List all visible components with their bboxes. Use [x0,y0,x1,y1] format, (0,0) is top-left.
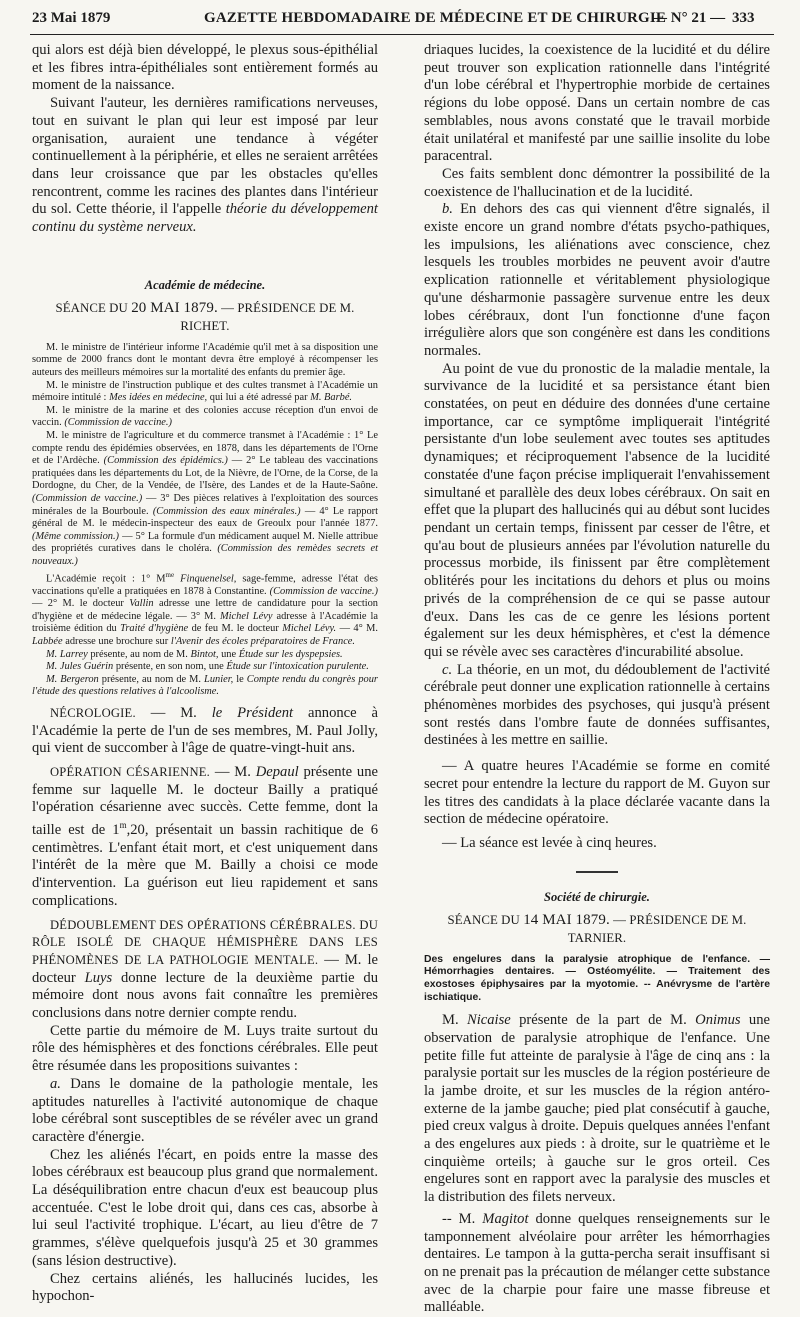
paragraph: Ces faits semblent donc démontrer la possibilité de la coexistence de l'hallucination et de la lucidité. [424,165,770,200]
left-column [32,42,378,1306]
paragraph: Chez certains aliénés, les hallucinés lucides, les hypochon- [32,1270,378,1305]
paragraph: — A quatre heures l'Académie se forme en comité secret pour entendre la lecture du rapport de M. Guyon sur les titres des candidats à la place déclarée vacante dans la section de médecine opératoire. [424,758,770,828]
paragraph: b. En dehors des cas qui viennent d'être signalés, il existe encore un grand nombre d'états psycho-pathiques, les impulsions, les aliénations avec conscience, chez lesquels les troubles morbides ne peuvent avoir d'autre explication rationnelle et véritablement physiologique qu'une désharmonie passagère survenue entre les deux lobes cérébraux, dont l'un fonctionne d'une façon irrégulière alors que son congénère est dans les conditions normales. [424,201,770,359]
paragraph: Au point de vue du pronostic de la maladie mentale, la survivance de la lucidité et sa persistance étant bien constatées, on peut en déduire des données d'une certaine importance, car ce symptôme impliquerait l'intégrité persistante d'un lobe seulement avec toutes ses aptitudes dynamiques; et réciproquement l'absence de la lucidité constatée d'une façon précise impliquerait l'envahissement simultané et parallèle des deux lobes cérébraux. On sait en effet que la plupart des hallucinés qui au début sont lucides pendant un certain temps, finissent par cesser de l'être, et qu'au bout de plusieurs années par l'évolution naturelle du processus morbide, ils finissent par être complètement oblitérés pour les incitations du dehors et plus ou moins privés de la compréhension de ce qui se passe autour d'eux. Dans les cas de ce genre les lésions portent également sur les deux hémisphères, et c'est la démence qui se révèle avec ses caractères d'incurabilité absolue. [424,360,770,660]
paragraph: driaques lucides, la coexistence de la lucidité et du délire peut trouver son explication rationnelle dans l'intégrité d'un lobe cérébral et l'hypertrophie morbide de certaines régions du lobe opposé. Dans un certain nombre de cas semblables, nous avons constaté que le travail morbide était unilatéral et manifesté par une saillie insolite du lobe paracentral. [424,42,770,165]
paragraph: Cette partie du mémoire de M. Luys traite surtout du rôle des hémisphères et des fonctions cérébrales. Elle peut être résumée dans les propositions suivantes : [32,1022,378,1075]
correspondence-item: M. le ministre de l'instruction publique et des cultes transmet à l'Académie un mémoire intitulé : Mes idées en médecine, qui lui a été adressé par M. Barbé. [32,379,378,404]
session-summary: Des engelures dans la paralysie atrophique de l'enfance. — Hémorrhagies dentaires. — Ostéomyélite. — Traitement des exostoses épiphysaires par la myotomie. -- Anévrysme de l'artère ischiatique. [424,953,770,1003]
correspondence-item: M. Larrey présente, au nom de M. Bintot, une Étude sur les dyspepsies. [46,648,343,660]
section-title-society: Société de chirurgie. [544,889,650,904]
paragraph-necrology: NÉCROLOGIE. — M. le Président annonce à l'Académie la perte de l'un de ses membres, M. Paul Jolly, qui vient de succomber à l'âge de quatre-vingt-huit ans. [32,704,379,757]
header-rule [30,34,774,35]
header-date: 23 Mai 1879 [32,10,111,26]
seance-heading: SÉANCE DU 14 MAI 1879. — PRÉSIDENCE DE M. TARNIER. [447,912,747,946]
seance-heading: SÉANCE DU 20 MAI 1879. — PRÉSIDENCE DE M. RICHET. [55,300,355,334]
correspondence-item: M. le ministre de l'agriculture et du commerce transmet à l'Académie : 1° Le compte rendu des épidémies observées, en 1878, dans les départements de l'Orne et de l'Ardèche. (Commission des épidémics.) — 2° Le tableau des vaccinations pratiquées dans les départements du Lot, de la Nièvre, de l'Orne, de la Corse, de la Dordogne, du Cher, de la Vendée, de l'Isère, des Landes et de la Haute-Saône. (Commission de vaccine.) — 3° Des pièces relatives à l'exploitation des sources minérales de la Bourboule. (Commission des eaux minérales.) — 4° Le rapport général de M. le médecin-inspecteur des eaux de Greoulx pour l'année 1877. (Même commission.) — 5° La formule d'un médicament auquel M. Nielle attribue des propriétés curatives dans le choléra. (Commission des remèdes secrets et nouveaux.) [32,430,378,567]
paragraph-nicaise: M. Nicaise présente de la part de M. Onimus une observation de paralysie atrophique de l'enfance. Une petite fille fut atteinte de paralysie à l'âge de cinq ans : la paralysie portait sur les muscles de la région postérieure de la jambe droite, et sur les muscles de la région antéro-externe de la jambe gauche; pied plat consécutif à gauche, pied creux valgus à droite. Depuis quelques années l'enfant a des engelures aux pieds : à droite, sur le quatrième et le cinquième orteils; à gauche sur le gros orteil. Ces engelures sont en rapport avec la paralysie des muscles et la distribution des filets nerveux. [424,1012,770,1206]
paragraph-cesarean: OPÉRATION CÉSARIENNE. — M. Depaul présente une femme sur laquelle M. le docteur Bailly a pratiqué l'opération césarienne avec succès. Cette femme, dont la taille est de 1$^m$,20, présentait un bassin rachitique de 6 centimètres. L'enfant était mort, et c'est uniquement dans l'intérêt de la mère que M. Bailly a choisi ce mode d'intervention. La guérison eut lieu rapidement et sans complications. [32,764,379,909]
section-title-academy: Académie de médecine. [144,277,266,292]
paragraph: Suivant l'auteur, les dernières ramifications nerveuses, tout en suivant le plan qui leur est imposé par leur organisation, auraient une tendance à végéter continuellement à la périphérie, et elles ne seraient arrêtées dans leur croissance que par les obstacles qu'elles rencontrent, comme les racines des plantes dans l'intérieur du sol. Cette théorie, il l'appelle théorie du développement continu du système nerveux. [32,95,378,236]
correspondence-item: M. le ministre de l'intérieur informe l'Académie qu'il met à sa disposition une somme de 2000 francs dont le montant devra être employé à récompenser les auteurs des meilleurs mémoires sur la mortalité des enfants du premier âge. [32,341,378,379]
correspondence-item: M. Jules Guérin présente, en son nom, une Étude sur l'intoxication purulente. [46,661,369,673]
paragraph: Chez les aliénés l'écart, en poids entre la masse des lobes cérébraux est beaucoup plus grand que normalement. La déséquilibration entre chacun d'eux est beaucoup plus accentuée. C'est le lobe droit qui, dans ces cas, absorbe à lui seul l'activité trophique. L'écart, au lieu d'être de 7 grammes, s'élève quelquefois jusqu'à 25 et 30 grammes (sans lésion destructive). [32,1146,378,1269]
correspondence-item: L'Académie reçoit : 1° $M^{me}$ Finquenelsel, sage-femme, adresse l'état des vaccinations qu'elle a pratiquées en 1878 à Constantine. (Commission de vaccine.) — 2° M. le docteur Vallin adresse une lettre de candidature pour la section d'hygiène et de médecine légale. — 3° M. Michel Lévy adresse à l'Académie la troisième édition du Traité d'hygiène de feu M. le docteur Michel Lévy. — 4° M. Labbée adresse une brochure sur l'Avenir des écoles préparatoires de France. [32,570,379,647]
paragraph: c. La théorie, en un mot, du dédoublement de l'activité cérébrale peut donner une explication rationnelle à certains phénomènes morbides des psychoses, qui jusqu'à présent sont restés dans l'ombre faute de données suffisantes, destinées à les mettre en saillie. [424,661,771,749]
paragraph: — La séance est levée à cinq heures. [442,834,657,851]
correspondence-item: M. Bergeron présente, au nom de M. Lunier, le Compte rendu du congrès pour l'étude des questions relatives à l'alcoolisme. [32,673,378,698]
header-title: GAZETTE HEBDOMADAIRE DE MÉDECINE ET DE CHIRURGIE [204,10,666,26]
header-page-number: 333 [732,10,755,26]
right-column [424,42,770,1317]
paragraph: a. Dans le domaine de la pathologie mentale, les aptitudes naturelles à l'activité autonomique de chaque lobe cérébral sont susceptibles de se révéler avec un grand caractère d'énergie. [32,1075,378,1145]
correspondence-item: M. le ministre de la marine et des colonies accuse réception d'un envoi de vaccin. (Commission de vaccine.) [32,404,378,429]
paragraph: qui alors est déjà bien développé, le plexus sous-épithélial et les fibres intra-épithéliales sont entièrement formés au moment de la naissance. [32,42,378,94]
header-issue-number: — N° 21 — [652,10,726,26]
paragraph-magitot: -- M. Magitot donne quelques renseignements sur le tamponnement alvéolaire pour arrêter les hémorrhagies dentaires. Le tampon à la gutta-percha serait insuffisant si on ne prenait pas la précaution de mélanger cette substance avec de la charpie pour faire une masse fibreuse et malléable. [424,1210,770,1316]
paragraph-luys: DÉDOUBLEMENT DES OPÉRATIONS CÉRÉBRALES. DU RÔLE ISOLÉ DE CHAQUE HÉMISPHÈRE DANS LES PHÉNOMÈNES DE LA PATHOLOGIE MENTALE. — M. le docteur Luys donne lecture de la deuxième partie du mémoire dont nous avons fait connaître les premières conclusions dans notre dernier compte rendu. [32,917,378,1022]
